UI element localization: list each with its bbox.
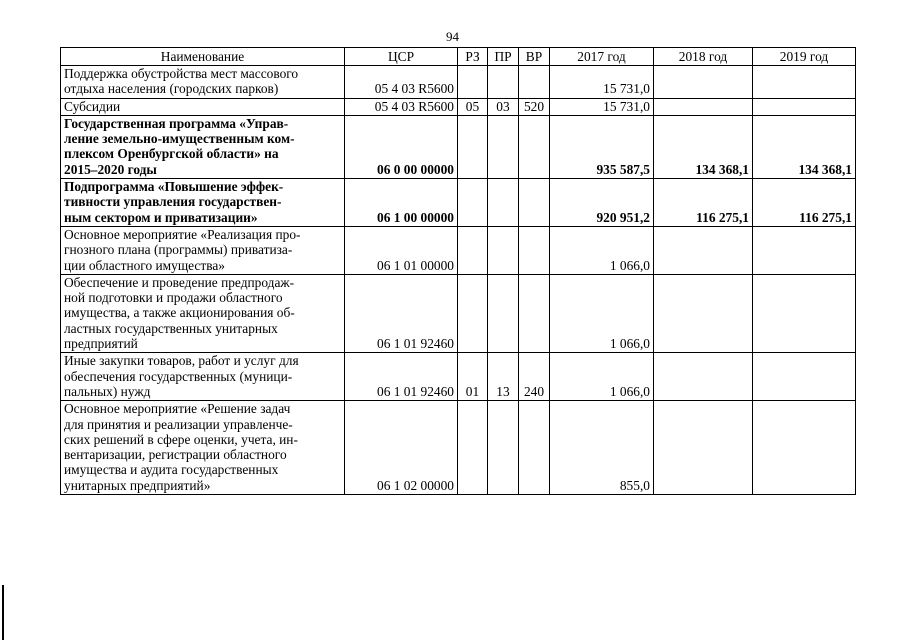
row-2017-cell: 1 066,0	[550, 226, 654, 274]
row-rz-cell	[458, 115, 488, 178]
row-name-cell: Обеспечение и проведение предпродаж- ной подготовки и продажи областного имущества, а также акционирования об- ластных государственных унитарных предприятий	[61, 274, 345, 352]
header-2017: 2017 год	[550, 48, 654, 66]
table-row	[61, 353, 856, 401]
row-rz-cell: 05	[458, 98, 488, 115]
row-csr-cell: 06 1 02 00000	[345, 401, 458, 495]
row-2017-cell: 855,0	[550, 401, 654, 495]
header-2018: 2018 год	[654, 48, 753, 66]
row-name-cell: Поддержка обустройства мест массового отдыха населения (городских парков)	[61, 66, 345, 99]
table-row	[61, 179, 856, 227]
row-name-cell: Основное мероприятие «Реализация про- гнозного плана (программы) приватиза- ции областного имущества»	[61, 226, 345, 274]
row-pr-cell	[488, 401, 519, 495]
row-2017-cell: 920 951,2	[550, 179, 654, 227]
budget-table	[60, 47, 856, 495]
table-row	[61, 226, 856, 274]
row-2019-cell	[753, 98, 856, 115]
row-2018-cell	[654, 401, 753, 495]
row-vr-cell	[519, 66, 550, 99]
header-name: Наименование	[61, 48, 345, 66]
row-rz-cell	[458, 66, 488, 99]
row-2019-cell	[753, 401, 856, 495]
header-csr: ЦСР	[345, 48, 458, 66]
row-2018-cell	[654, 98, 753, 115]
row-pr-cell	[488, 115, 519, 178]
row-pr-cell	[488, 226, 519, 274]
row-pr-cell	[488, 66, 519, 99]
row-2019-cell: 116 275,1	[753, 179, 856, 227]
row-vr-cell	[519, 401, 550, 495]
header-rz: РЗ	[458, 48, 488, 66]
row-csr-cell: 06 1 00 00000	[345, 179, 458, 227]
row-pr-cell: 03	[488, 98, 519, 115]
header-pr: ПР	[488, 48, 519, 66]
row-csr-cell: 05 4 03 R5600	[345, 98, 458, 115]
row-vr-cell	[519, 115, 550, 178]
row-vr-cell	[519, 226, 550, 274]
row-csr-cell: 06 0 00 00000	[345, 115, 458, 178]
row-name-cell: Иные закупки товаров, работ и услуг для обеспечения государственных (муници- пальных) нужд	[61, 353, 345, 401]
row-2017-cell: 1 066,0	[550, 274, 654, 352]
row-csr-cell: 06 1 01 00000	[345, 226, 458, 274]
row-2019-cell	[753, 226, 856, 274]
row-2019-cell: 134 368,1	[753, 115, 856, 178]
row-rz-cell	[458, 226, 488, 274]
header-vr: ВР	[519, 48, 550, 66]
header-row	[61, 48, 856, 66]
row-vr-cell: 240	[519, 353, 550, 401]
row-name-cell: Государственная программа «Управ- ление земельно-имущественным ком- плексом Оренбургской области» на 2015–2020 годы	[61, 115, 345, 178]
row-rz-cell	[458, 179, 488, 227]
header-2019: 2019 год	[753, 48, 856, 66]
table-row	[61, 115, 856, 178]
row-2018-cell	[654, 66, 753, 99]
table-row	[61, 66, 856, 99]
row-csr-cell: 05 4 03 R5600	[345, 66, 458, 99]
row-2019-cell	[753, 353, 856, 401]
row-name-cell: Подпрограмма «Повышение эффек- тивности управления государствен- ным сектором и приватизации»	[61, 179, 345, 227]
row-pr-cell: 13	[488, 353, 519, 401]
row-csr-cell: 06 1 01 92460	[345, 353, 458, 401]
row-2017-cell: 15 731,0	[550, 66, 654, 99]
row-2018-cell	[654, 226, 753, 274]
row-2018-cell	[654, 353, 753, 401]
row-2018-cell: 116 275,1	[654, 179, 753, 227]
row-2017-cell: 1 066,0	[550, 353, 654, 401]
row-2019-cell	[753, 66, 856, 99]
table-row	[61, 401, 856, 495]
row-2018-cell: 134 368,1	[654, 115, 753, 178]
row-pr-cell	[488, 179, 519, 227]
row-vr-cell	[519, 274, 550, 352]
row-2019-cell	[753, 274, 856, 352]
row-rz-cell	[458, 274, 488, 352]
row-2017-cell: 935 587,5	[550, 115, 654, 178]
table-row	[61, 98, 856, 115]
row-vr-cell	[519, 179, 550, 227]
row-2018-cell	[654, 274, 753, 352]
row-name-cell: Основное мероприятие «Решение задач для принятия и реализации управленче- ских решений в сфере оценки, учета, ин- вентаризации, регистрации областного имущества и аудита государственных унитарных предприятий»	[61, 401, 345, 495]
row-vr-cell: 520	[519, 98, 550, 115]
row-rz-cell	[458, 401, 488, 495]
row-name-cell: Субсидии	[61, 98, 345, 115]
scan-edge-mark	[2, 585, 4, 640]
page-number: 94	[446, 29, 459, 44]
row-csr-cell: 06 1 01 92460	[345, 274, 458, 352]
row-rz-cell: 01	[458, 353, 488, 401]
table-row	[61, 274, 856, 352]
row-pr-cell	[488, 274, 519, 352]
row-2017-cell: 15 731,0	[550, 98, 654, 115]
